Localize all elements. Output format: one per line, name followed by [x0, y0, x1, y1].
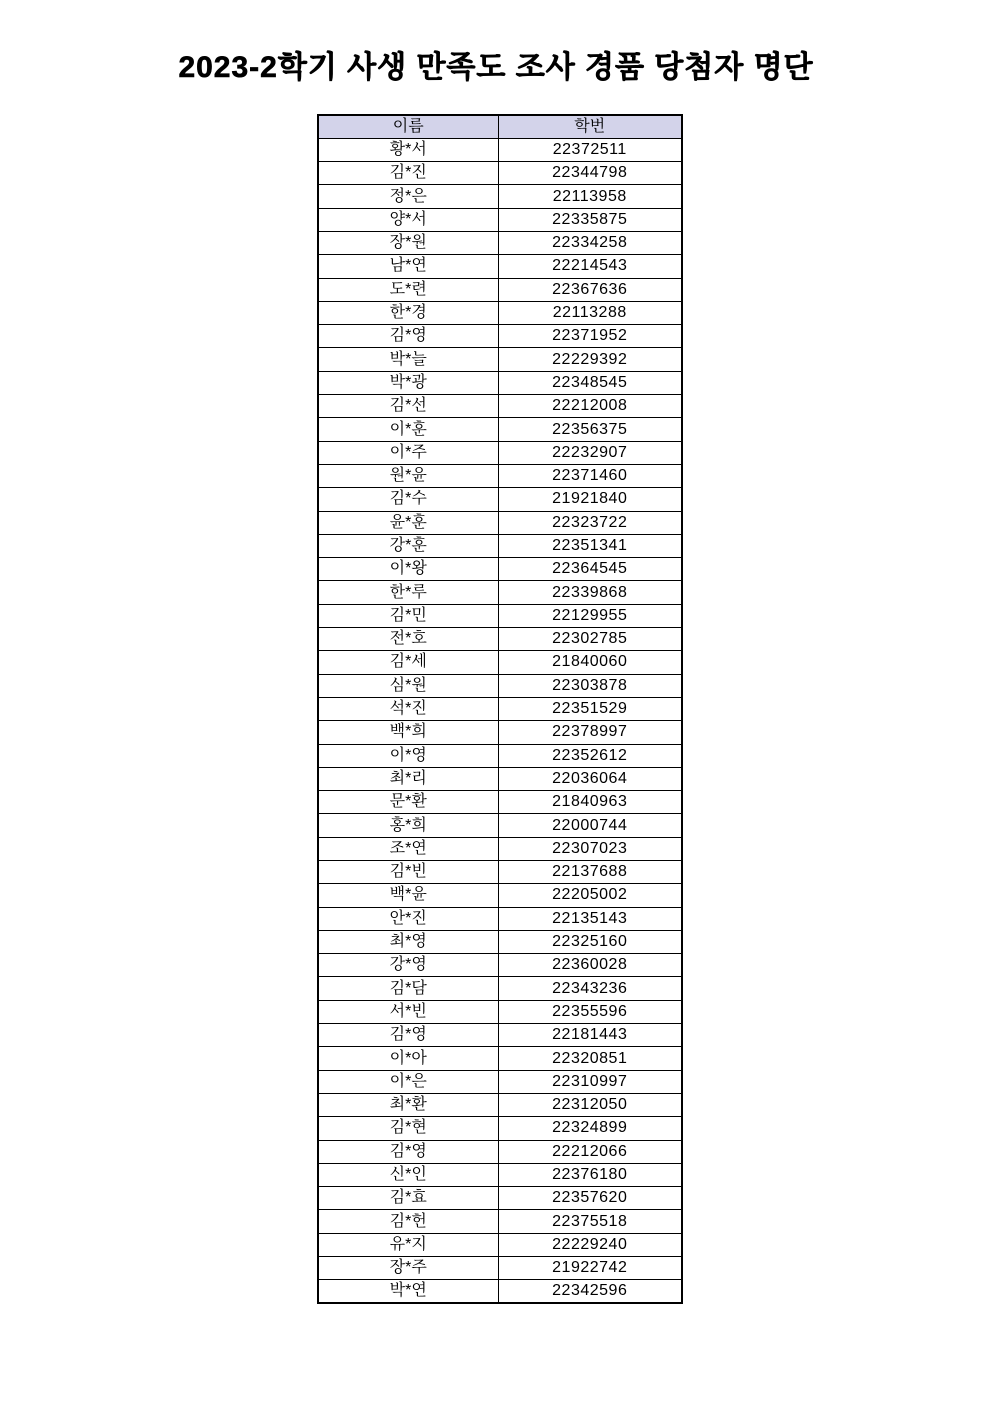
table-row: [318, 1117, 682, 1140]
table-row: [318, 1257, 682, 1280]
student-id-cell: 22205002: [498, 884, 682, 907]
table-row: [318, 231, 682, 254]
student-id-cell: 22335875: [498, 208, 682, 231]
name-cell: 장*주: [318, 1257, 498, 1280]
name-cell: 유*지: [318, 1233, 498, 1256]
student-id-cell: 22310997: [498, 1070, 682, 1093]
student-id-cell: 22135143: [498, 907, 682, 930]
student-id-cell: 22303878: [498, 674, 682, 697]
table-row: [318, 767, 682, 790]
name-cell: 이*영: [318, 744, 498, 767]
student-id-cell: 22364545: [498, 558, 682, 581]
table-row: [318, 418, 682, 441]
name-cell: 김*효: [318, 1187, 498, 1210]
student-id-cell: 21921840: [498, 488, 682, 511]
name-cell: 최*영: [318, 930, 498, 953]
table-row: [318, 1047, 682, 1070]
name-cell: 서*빈: [318, 1000, 498, 1023]
table-row: [318, 674, 682, 697]
table-row: [318, 861, 682, 884]
table-row: [318, 837, 682, 860]
student-id-cell: 22352612: [498, 744, 682, 767]
name-cell: 최*리: [318, 767, 498, 790]
name-cell: 백*윤: [318, 884, 498, 907]
student-id-cell: 22356375: [498, 418, 682, 441]
table-row: [318, 744, 682, 767]
page-title: 2023-2학기 사생 만족도 조사 경품 당첨자 명단: [178, 51, 814, 84]
name-cell: 이*은: [318, 1070, 498, 1093]
name-cell: 김*영: [318, 1140, 498, 1163]
table-row: [318, 1187, 682, 1210]
table-row: [318, 1024, 682, 1047]
name-cell: 한*루: [318, 581, 498, 604]
student-id-cell: 21840060: [498, 651, 682, 674]
name-cell: 이*훈: [318, 418, 498, 441]
table-row: [318, 208, 682, 231]
table-row: [318, 138, 682, 161]
table-row: [318, 628, 682, 651]
header-row: [318, 115, 682, 138]
name-cell: 김*민: [318, 604, 498, 627]
table-row: [318, 558, 682, 581]
student-id-column-header: 학번: [498, 115, 682, 138]
table-row: [318, 371, 682, 394]
name-cell: 김*진: [318, 162, 498, 185]
student-id-cell: 22137688: [498, 861, 682, 884]
student-id-cell: 22351341: [498, 534, 682, 557]
table-row: [318, 348, 682, 371]
name-cell: 장*원: [318, 231, 498, 254]
table-row: [318, 651, 682, 674]
name-cell: 안*진: [318, 907, 498, 930]
student-id-cell: 22212066: [498, 1140, 682, 1163]
student-id-cell: 22214543: [498, 255, 682, 278]
table-row: [318, 1233, 682, 1256]
table-row: [318, 488, 682, 511]
student-id-cell: 22371952: [498, 325, 682, 348]
name-cell: 윤*훈: [318, 511, 498, 534]
table-row: [318, 884, 682, 907]
student-id-cell: 22344798: [498, 162, 682, 185]
name-cell: 김*영: [318, 325, 498, 348]
name-cell: 박*늘: [318, 348, 498, 371]
student-id-cell: 22302785: [498, 628, 682, 651]
name-cell: 남*연: [318, 255, 498, 278]
table-row: [318, 1210, 682, 1233]
table-row: [318, 581, 682, 604]
student-id-cell: 22307023: [498, 837, 682, 860]
student-id-cell: 22324899: [498, 1117, 682, 1140]
name-cell: 조*연: [318, 837, 498, 860]
table-row: [318, 441, 682, 464]
name-cell: 문*환: [318, 791, 498, 814]
table-row: [318, 791, 682, 814]
table-row: [318, 325, 682, 348]
table-row: [318, 1163, 682, 1186]
table-row: [318, 1093, 682, 1116]
student-id-cell: 22351529: [498, 697, 682, 720]
student-id-cell: 22325160: [498, 930, 682, 953]
table-header: [318, 115, 682, 138]
student-id-cell: 22357620: [498, 1187, 682, 1210]
student-id-cell: 22212008: [498, 395, 682, 418]
student-id-cell: 22367636: [498, 278, 682, 301]
student-id-cell: 22323722: [498, 511, 682, 534]
student-id-cell: 22343236: [498, 977, 682, 1000]
name-cell: 석*진: [318, 697, 498, 720]
table-row: [318, 977, 682, 1000]
name-cell: 김*담: [318, 977, 498, 1000]
name-cell: 김*빈: [318, 861, 498, 884]
student-id-cell: 22036064: [498, 767, 682, 790]
name-cell: 박*연: [318, 1280, 498, 1303]
table-row: [318, 697, 682, 720]
name-cell: 강*훈: [318, 534, 498, 557]
student-id-cell: 22229240: [498, 1233, 682, 1256]
student-id-cell: 22113958: [498, 185, 682, 208]
table-row: [318, 930, 682, 953]
table-row: [318, 1140, 682, 1163]
name-cell: 김*헌: [318, 1210, 498, 1233]
table-row: [318, 721, 682, 744]
student-id-cell: 22113288: [498, 301, 682, 324]
student-id-cell: 22376180: [498, 1163, 682, 1186]
student-id-cell: 22129955: [498, 604, 682, 627]
table-row: [318, 464, 682, 487]
name-cell: 강*영: [318, 954, 498, 977]
name-cell: 김*영: [318, 1024, 498, 1047]
student-id-cell: 22232907: [498, 441, 682, 464]
name-cell: 정*은: [318, 185, 498, 208]
student-id-cell: 22360028: [498, 954, 682, 977]
table-row: [318, 395, 682, 418]
name-cell: 이*주: [318, 441, 498, 464]
student-id-cell: 21840963: [498, 791, 682, 814]
name-cell: 양*서: [318, 208, 498, 231]
table-row: [318, 1070, 682, 1093]
table-row: [318, 1280, 682, 1303]
table-body: [318, 138, 682, 1303]
student-id-cell: 22181443: [498, 1024, 682, 1047]
student-id-cell: 22371460: [498, 464, 682, 487]
table-row: [318, 301, 682, 324]
student-id-cell: 22229392: [498, 348, 682, 371]
table-row: [318, 907, 682, 930]
student-id-cell: 22334258: [498, 231, 682, 254]
name-cell: 이*아: [318, 1047, 498, 1070]
name-cell: 홍*희: [318, 814, 498, 837]
student-id-cell: 22372511: [498, 138, 682, 161]
name-cell: 이*왕: [318, 558, 498, 581]
name-cell: 김*선: [318, 395, 498, 418]
student-id-cell: 22312050: [498, 1093, 682, 1116]
table-row: [318, 511, 682, 534]
name-cell: 도*련: [318, 278, 498, 301]
name-cell: 원*윤: [318, 464, 498, 487]
name-cell: 황*서: [318, 138, 498, 161]
table-row: [318, 954, 682, 977]
name-cell: 최*환: [318, 1093, 498, 1116]
name-column-header: 이름: [318, 115, 498, 138]
student-id-cell: 22355596: [498, 1000, 682, 1023]
name-cell: 심*원: [318, 674, 498, 697]
table-row: [318, 814, 682, 837]
name-cell: 신*인: [318, 1163, 498, 1186]
student-id-cell: 22348545: [498, 371, 682, 394]
name-cell: 김*세: [318, 651, 498, 674]
name-cell: 전*호: [318, 628, 498, 651]
table-row: [318, 1000, 682, 1023]
table-row: [318, 604, 682, 627]
name-cell: 김*현: [318, 1117, 498, 1140]
name-cell: 한*경: [318, 301, 498, 324]
student-id-cell: 22342596: [498, 1280, 682, 1303]
student-id-cell: 22378997: [498, 721, 682, 744]
student-id-cell: 22000744: [498, 814, 682, 837]
table-row: [318, 162, 682, 185]
table-row: [318, 185, 682, 208]
table-row: [318, 278, 682, 301]
table-row: [318, 534, 682, 557]
student-id-cell: 22375518: [498, 1210, 682, 1233]
name-cell: 박*광: [318, 371, 498, 394]
student-id-cell: 21922742: [498, 1257, 682, 1280]
name-cell: 김*수: [318, 488, 498, 511]
student-id-cell: 22339868: [498, 581, 682, 604]
table-row: [318, 255, 682, 278]
name-cell: 백*희: [318, 721, 498, 744]
student-id-cell: 22320851: [498, 1047, 682, 1070]
winners-table: [317, 114, 683, 1304]
